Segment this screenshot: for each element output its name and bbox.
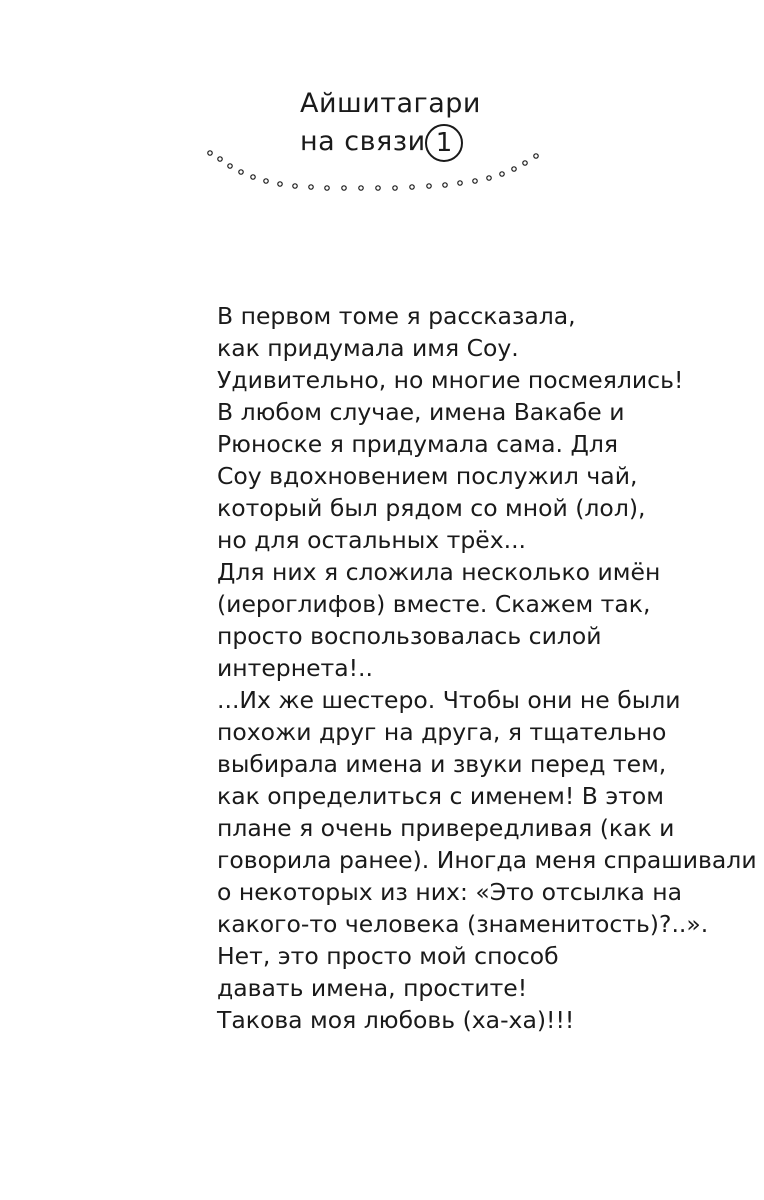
body-line: Для них я сложила несколько имён: [217, 558, 661, 586]
chapter-header: [200, 88, 560, 198]
body-line: говорила ранее). Иногда меня спрашивали: [217, 846, 757, 874]
body-line: плане я очень привередливая (как и: [217, 814, 675, 842]
body-line: В любом случае, имена Вакабе и: [217, 398, 625, 426]
body-line: Удивительно, но многие посмеялись!: [217, 366, 684, 394]
body-line: похожи друг на друга, я тщательно: [217, 718, 667, 746]
body-line: (иероглифов) вместе. Скажем так,: [217, 590, 651, 618]
body-line: какого-то человека (знаменитость)?..».: [217, 910, 709, 938]
body-line: просто воспользовалась силой: [217, 622, 602, 650]
volume-number: 1: [435, 128, 453, 158]
body-line: ...Их же шестеро. Чтобы они не были: [217, 686, 681, 714]
body-line: Нет, это просто мой способ: [217, 942, 559, 970]
body-line: В первом томе я рассказала,: [217, 302, 576, 330]
body-line: давать имена, простите!: [217, 974, 528, 1002]
body-line: как определиться с именем! В этом: [217, 782, 665, 810]
body-line: выбирала имена и звуки перед тем,: [217, 750, 667, 778]
body-line: Соу вдохновением послужил чай,: [217, 462, 638, 490]
body-line: о некоторых из них: «Это отсылка на: [217, 878, 683, 906]
header-title-line2: на связи: [300, 126, 426, 157]
body-line: Рюноске я придумала сама. Для: [217, 430, 618, 458]
body-line: интернета!..: [217, 654, 373, 682]
dotted-arc-ornament: [200, 143, 560, 203]
body-line: но для остальных трёх...: [217, 526, 527, 554]
body-line: который был рядом со мной (лол),: [217, 494, 646, 522]
body-line: Такова моя любовь (ха-ха)!!!: [217, 1006, 575, 1034]
body-text: [217, 300, 757, 1036]
header-title-line1: Айшитагари: [300, 88, 481, 119]
body-line: как придумала имя Соу.: [217, 334, 519, 362]
